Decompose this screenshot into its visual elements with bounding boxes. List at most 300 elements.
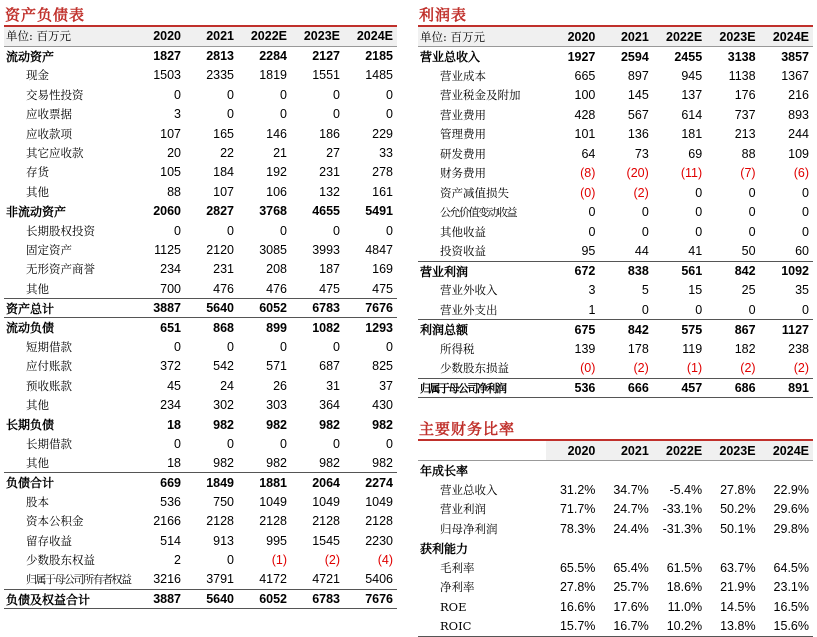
table-row	[4, 143, 397, 162]
row-label: 长期负债	[6, 418, 55, 432]
row-label: 营业利润	[440, 502, 486, 517]
value-cell: 1138	[728, 68, 756, 83]
table-row	[4, 492, 397, 511]
year-header: 2022E	[653, 441, 706, 461]
value-cell: 0	[695, 224, 703, 239]
value-cell: 25	[741, 283, 756, 298]
value-cell: 0	[333, 436, 340, 451]
value-cell: 213	[734, 127, 756, 142]
value-cell: 2230	[365, 533, 393, 548]
table-row	[418, 164, 813, 184]
table-row	[4, 551, 397, 570]
value-cell: 31.2%	[559, 482, 596, 497]
value-cell: 208	[266, 262, 287, 277]
row-label-cell	[418, 144, 546, 164]
value-cell: 137	[681, 88, 703, 103]
value-cell: 0	[695, 185, 703, 200]
table-row	[418, 47, 813, 67]
value-cell: 18	[167, 417, 181, 432]
value-cell: 2274	[344, 473, 397, 492]
value-cell: 672	[546, 261, 599, 281]
row-label-cell	[4, 589, 132, 608]
row-label-cell	[418, 105, 546, 125]
value-cell: 750	[213, 495, 234, 510]
value-cell: 0	[748, 185, 756, 200]
value-cell: 27.8%	[559, 580, 596, 595]
value-cell: 13.8%	[706, 617, 759, 637]
value-cell: 514	[160, 533, 181, 548]
row-label-cell	[418, 261, 546, 281]
value-cell: 571	[266, 359, 287, 374]
value-cell: 899	[238, 318, 291, 337]
value-cell	[760, 539, 813, 559]
row-label: 财务费用	[440, 166, 486, 181]
value-cell: 897	[627, 68, 649, 83]
row-label: 留存收益	[26, 533, 72, 548]
value-cell: 0	[386, 107, 393, 122]
row-label-cell	[418, 359, 546, 379]
row-label: 利润总额	[420, 323, 469, 337]
value-cell: 686	[706, 378, 759, 398]
row-label: 营业费用	[440, 107, 486, 122]
row-label-cell	[418, 47, 546, 67]
value-cell: 20	[167, 146, 181, 161]
row-label: 现金	[26, 68, 49, 83]
value-cell: 45	[167, 378, 181, 393]
table-row	[418, 66, 813, 86]
value-cell: 0	[280, 436, 287, 451]
value-cell: 15	[688, 283, 703, 298]
value-cell: 21.9%	[720, 580, 756, 595]
value-cell: 169	[372, 262, 393, 277]
table-row	[4, 357, 397, 376]
value-cell: 0	[174, 87, 181, 102]
header-row	[418, 27, 813, 47]
row-label-cell	[4, 473, 132, 492]
value-cell: 60	[795, 244, 809, 258]
row-label: 资产总计	[6, 301, 55, 316]
value-cell: 0	[227, 223, 234, 238]
row-label: 研发费用	[440, 146, 486, 161]
year-header: 2024E	[344, 27, 397, 46]
value-cell: 2185	[365, 49, 393, 64]
row-label: 其他	[26, 456, 49, 471]
value-cell: 0	[280, 223, 287, 238]
value-cell: 88	[167, 184, 181, 199]
row-label: 营业利润	[420, 264, 469, 279]
value-cell: 536	[160, 495, 181, 510]
income-statement-title: 利润表	[418, 4, 813, 27]
row-label: 短期借款	[26, 339, 72, 354]
value-cell: 10.2%	[653, 617, 706, 637]
value-cell: 186	[319, 126, 340, 141]
row-label-cell	[418, 480, 546, 500]
value-cell: 1127	[760, 320, 813, 340]
value-cell: 95	[581, 244, 596, 258]
row-label: 应付账款	[26, 359, 72, 374]
value-cell: 3791	[206, 572, 234, 587]
value-cell: 838	[599, 261, 652, 281]
year-header: 2020	[132, 27, 185, 46]
value-cell: 3216	[153, 572, 181, 587]
value-cell: 2128	[365, 514, 393, 529]
table-row	[418, 461, 813, 481]
value-cell: 132	[319, 184, 340, 199]
row-label-cell	[418, 558, 546, 578]
value-cell: 0	[386, 87, 393, 102]
value-cell: 1049	[259, 495, 287, 510]
value-cell: 16.6%	[559, 599, 596, 614]
value-cell: 73	[634, 146, 649, 161]
value-cell: 29.6%	[773, 502, 809, 517]
value-cell: 231	[213, 262, 234, 277]
row-label: 归属于母公司净利润	[420, 381, 506, 395]
value-cell: 64.5%	[773, 560, 809, 575]
value-cell: 0	[227, 87, 234, 102]
row-label: 存货	[26, 165, 49, 180]
value-cell: (1)	[686, 361, 703, 375]
row-label-cell	[4, 395, 132, 414]
row-label-cell	[418, 281, 546, 301]
row-label-cell	[4, 260, 132, 279]
value-cell: 64	[581, 146, 596, 161]
value-cell: (8)	[580, 166, 596, 181]
row-label-cell	[418, 125, 546, 145]
value-cell: 0	[748, 302, 756, 317]
value-cell: 4721	[312, 572, 340, 587]
value-cell: 29.8%	[773, 521, 809, 536]
value-cell: 5	[641, 283, 649, 298]
value-cell: 2594	[620, 49, 649, 64]
value-cell: 372	[160, 359, 181, 374]
value-cell: 22	[220, 146, 234, 161]
value-cell: (2)	[633, 361, 649, 375]
row-label-cell	[4, 454, 132, 473]
table-row	[418, 125, 813, 145]
value-cell: 0	[588, 224, 596, 239]
value-cell: 5640	[185, 298, 238, 317]
row-label: 投资收益	[440, 244, 486, 258]
value-cell: 37	[379, 378, 393, 393]
row-label-cell	[4, 143, 132, 162]
value-cell: 982	[213, 456, 234, 471]
value-cell: 669	[132, 473, 185, 492]
row-label-cell	[418, 86, 546, 106]
value-cell: 6783	[291, 589, 344, 608]
value-cell: 3	[174, 107, 181, 122]
table-row	[418, 339, 813, 359]
value-cell: 25.7%	[613, 580, 649, 595]
value-cell: 21	[273, 146, 287, 161]
value-cell: (7)	[740, 166, 756, 181]
row-label: 交易性投资	[26, 87, 84, 102]
row-label: 负债合计	[6, 476, 55, 491]
value-cell: 69	[688, 146, 703, 161]
row-label-cell	[4, 357, 132, 376]
table-row	[418, 480, 813, 500]
value-cell: 2128	[259, 514, 287, 529]
value-cell: 476	[266, 281, 287, 296]
value-cell: 825	[372, 359, 393, 374]
value-cell: (2)	[633, 185, 649, 200]
row-label-cell	[418, 578, 546, 598]
value-cell: 666	[599, 378, 652, 398]
value-cell: 78.3%	[559, 521, 596, 536]
value-cell: 61.5%	[666, 560, 703, 575]
value-cell: 15.7%	[546, 617, 599, 637]
row-label: 获利能力	[420, 541, 469, 556]
row-label-cell	[4, 66, 132, 85]
table-row	[4, 124, 397, 143]
value-cell	[599, 461, 652, 481]
value-cell: 364	[319, 398, 340, 413]
value-cell: 16.7%	[599, 617, 652, 637]
value-cell: 24	[220, 378, 234, 393]
value-cell: 109	[788, 146, 809, 161]
table-row	[4, 298, 397, 317]
value-cell: (0)	[580, 185, 596, 200]
value-cell: 106	[266, 184, 287, 199]
value-cell: 4655	[312, 204, 340, 219]
table-row	[418, 222, 813, 242]
table-row	[4, 66, 397, 85]
row-label: 固定资产	[26, 242, 72, 257]
value-cell: 0	[227, 339, 234, 354]
value-cell: 1827	[153, 49, 181, 64]
value-cell: 181	[681, 127, 703, 142]
row-label: 其他	[26, 184, 49, 199]
table-row	[418, 617, 813, 637]
row-label: ROIC	[440, 619, 472, 633]
row-label: 营业成本	[440, 68, 486, 83]
table-row	[4, 473, 397, 492]
value-cell: 476	[213, 281, 234, 296]
value-cell: 0	[333, 107, 340, 122]
row-label: 资本公积金	[26, 514, 84, 529]
value-cell: 675	[546, 320, 599, 340]
value-cell: 3085	[259, 242, 287, 257]
value-cell: 1092	[760, 261, 813, 281]
value-cell: 0	[748, 205, 756, 220]
value-cell: 0	[588, 205, 596, 220]
value-cell: 868	[185, 318, 238, 337]
year-header: 2024E	[760, 441, 813, 461]
row-label-cell	[4, 318, 132, 337]
value-cell: 913	[213, 533, 234, 548]
value-cell: 88	[741, 146, 756, 161]
value-cell: 1082	[291, 318, 344, 337]
value-cell: -5.4%	[669, 482, 703, 497]
value-cell: 34.7%	[613, 482, 649, 497]
value-cell	[653, 461, 706, 481]
table-row	[4, 85, 397, 104]
row-label-cell	[4, 415, 132, 434]
value-cell: (20)	[626, 166, 649, 181]
value-cell: 2	[174, 553, 181, 568]
row-label-cell	[418, 242, 546, 262]
value-cell: 238	[788, 341, 809, 356]
value-cell: 50.1%	[720, 521, 756, 536]
row-label: 公允价值变动收益	[440, 206, 516, 220]
table-row	[418, 300, 813, 320]
value-cell: 475	[319, 281, 340, 296]
value-cell: 2827	[206, 204, 234, 219]
year-header: 2022E	[653, 27, 706, 47]
value-cell: 3138	[727, 49, 756, 64]
value-cell: 0	[386, 223, 393, 238]
value-cell: 0	[333, 339, 340, 354]
value-cell: 982	[319, 417, 340, 432]
value-cell: 982	[266, 456, 287, 471]
table-row	[418, 183, 813, 203]
value-cell: 216	[788, 88, 809, 103]
value-cell: 302	[213, 398, 234, 413]
row-label-cell	[418, 519, 546, 539]
value-cell: 65.5%	[559, 560, 596, 575]
row-label-cell	[418, 222, 546, 242]
row-label-cell	[418, 539, 546, 559]
row-label: 营业总收入	[420, 50, 481, 64]
value-cell: 5406	[365, 572, 393, 587]
value-cell: 244	[788, 127, 809, 142]
value-cell: 0	[802, 302, 809, 317]
value-cell: 27	[326, 146, 340, 161]
value-cell: 0	[641, 224, 649, 239]
value-cell: 561	[653, 261, 706, 281]
value-cell: 0	[280, 87, 287, 102]
value-cell: 7676	[344, 589, 397, 608]
value-cell: 0	[227, 107, 234, 122]
value-cell: 1551	[312, 68, 340, 83]
value-cell: 27.8%	[720, 482, 756, 497]
row-label: 归属于母公司所有者权益	[26, 573, 131, 587]
value-cell: 3	[588, 283, 596, 298]
value-cell: 1819	[259, 68, 287, 83]
value-cell: 1049	[312, 495, 340, 510]
table-row	[418, 597, 813, 617]
value-cell	[706, 461, 759, 481]
value-cell: 105	[160, 165, 181, 180]
value-cell: (2)	[793, 361, 809, 375]
row-label-cell	[4, 85, 132, 104]
value-cell: 4847	[365, 242, 393, 257]
table-row	[4, 260, 397, 279]
value-cell: 0	[802, 185, 809, 200]
row-label: 归母净利润	[440, 521, 498, 536]
value-cell: 63.7%	[720, 560, 756, 575]
year-header: 2021	[185, 27, 238, 46]
value-cell: 737	[734, 107, 756, 122]
value-cell: 231	[319, 165, 340, 180]
value-cell: 178	[627, 341, 649, 356]
table-row	[418, 558, 813, 578]
value-cell: 1849	[185, 473, 238, 492]
value-cell: 0	[802, 224, 809, 239]
row-label-cell	[418, 320, 546, 340]
row-label-cell	[4, 434, 132, 453]
value-cell: 1485	[365, 68, 393, 83]
row-label: 其他	[26, 398, 49, 413]
table-row	[418, 261, 813, 281]
value-cell: 0	[386, 436, 393, 451]
value-cell: 567	[627, 107, 649, 122]
row-label: 无形资产商誉	[26, 262, 95, 277]
table-row	[4, 105, 397, 124]
row-label-cell	[418, 339, 546, 359]
year-header: 2021	[599, 441, 652, 461]
value-cell: 71.7%	[559, 502, 596, 517]
value-cell: 1125	[154, 242, 181, 257]
row-label: 非流动资产	[6, 204, 67, 219]
table-row	[4, 415, 397, 434]
value-cell: 229	[372, 126, 393, 141]
row-label: 年成长率	[420, 464, 469, 478]
row-label-cell	[4, 279, 132, 298]
unit-label	[418, 441, 546, 461]
value-cell: 5640	[185, 589, 238, 608]
value-cell: 234	[160, 262, 181, 277]
value-cell: 1367	[781, 68, 809, 83]
value-cell: 542	[213, 359, 234, 374]
value-cell: 303	[266, 398, 287, 413]
table-row	[418, 144, 813, 164]
value-cell: 0	[333, 223, 340, 238]
value-cell: 0	[641, 205, 649, 220]
table-row	[4, 395, 397, 414]
row-label: ROE	[440, 599, 467, 614]
value-cell: 7676	[344, 298, 397, 317]
table-row	[418, 500, 813, 520]
row-label: 营业外收入	[440, 283, 498, 298]
value-cell: 17.6%	[613, 599, 649, 614]
value-cell: 0	[174, 436, 181, 451]
value-cell: 176	[734, 88, 756, 103]
value-cell: 192	[266, 165, 287, 180]
year-header: 2023E	[706, 27, 759, 47]
value-cell: 982	[213, 417, 234, 432]
value-cell: (6)	[793, 166, 809, 181]
value-cell: 982	[372, 417, 393, 432]
year-header: 2024E	[760, 27, 813, 47]
value-cell: 6783	[291, 298, 344, 317]
value-cell: 35	[795, 283, 809, 298]
value-cell: 893	[788, 107, 809, 122]
table-row	[4, 318, 397, 337]
financial-ratios-table	[418, 441, 813, 637]
row-label: 所得税	[440, 341, 475, 356]
table-row	[418, 105, 813, 125]
value-cell: 842	[599, 320, 652, 340]
table-row	[418, 86, 813, 106]
value-cell: 3993	[312, 242, 340, 257]
row-label-cell	[4, 221, 132, 240]
row-label-cell	[4, 46, 132, 65]
value-cell: 614	[681, 107, 703, 122]
value-cell: 687	[319, 359, 340, 374]
table-row	[418, 203, 813, 223]
table-row	[4, 46, 397, 65]
value-cell: 0	[641, 302, 649, 317]
value-cell: 278	[372, 165, 393, 180]
value-cell: 3887	[132, 298, 185, 317]
value-cell: 5491	[365, 204, 393, 219]
row-label-cell	[4, 163, 132, 182]
unit-label: 单位: 百万元	[418, 27, 546, 47]
value-cell: 0	[748, 224, 756, 239]
value-cell: 44	[634, 244, 649, 258]
value-cell: 995	[266, 533, 287, 548]
table-row	[4, 570, 397, 589]
